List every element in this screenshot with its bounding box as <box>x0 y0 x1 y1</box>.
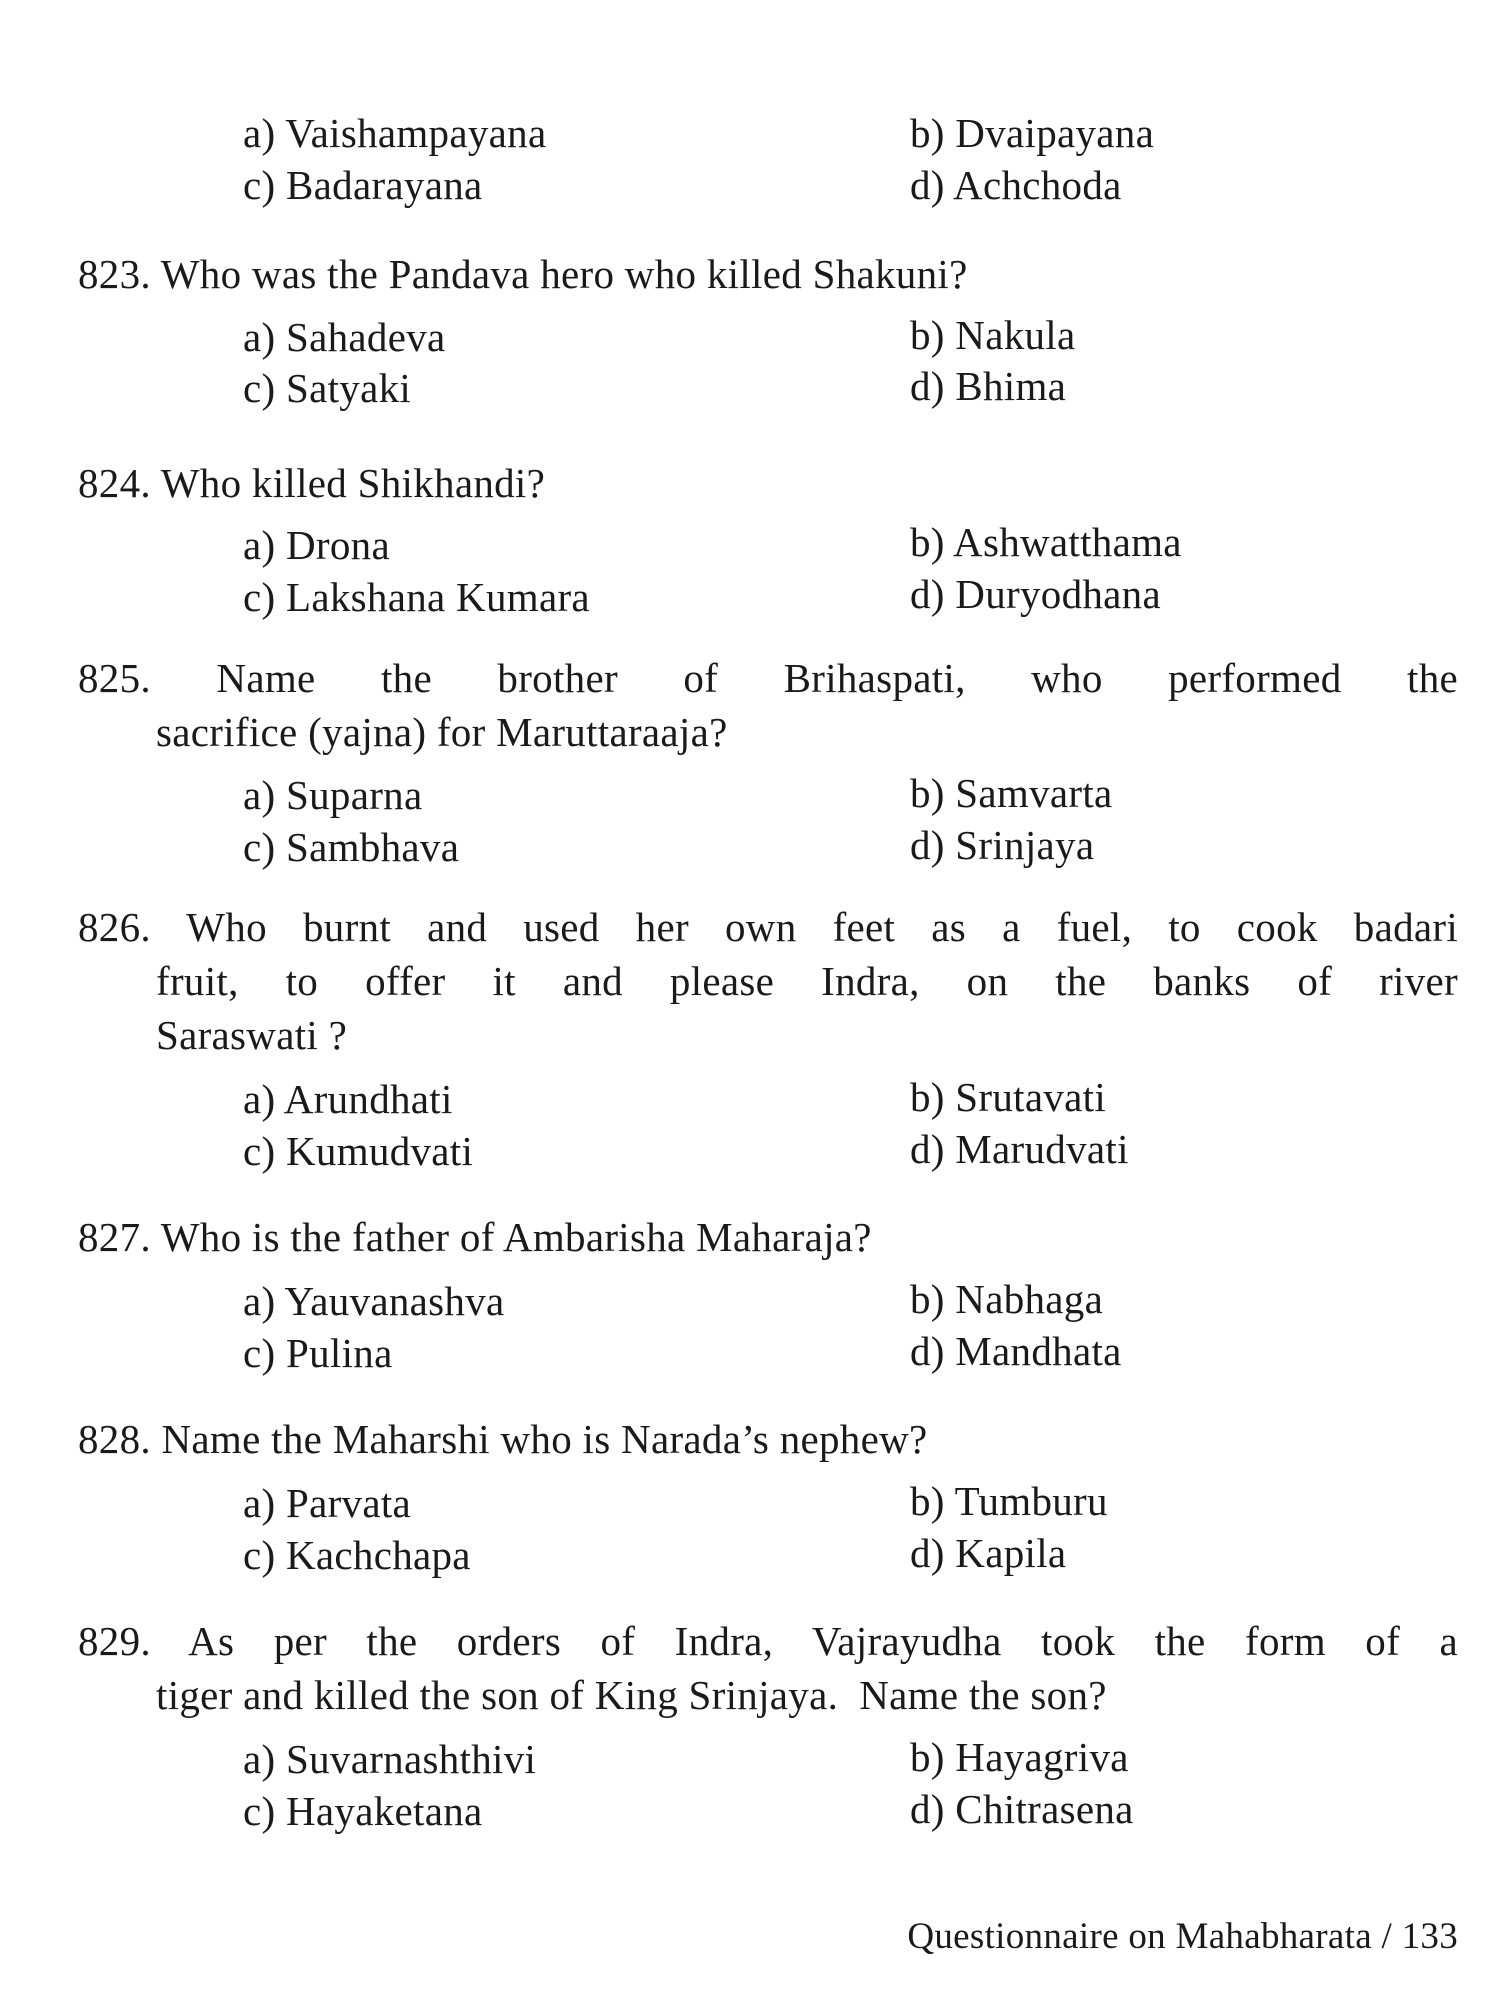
option-d: d) Mandhata <box>910 1328 1122 1374</box>
question-number: 825. <box>78 655 151 701</box>
option-c: c) Badarayana <box>243 162 483 208</box>
question-body: Name the Maharshi who is Narada’s nephew? <box>161 1416 928 1462</box>
option-a: a) Yauvanashva <box>243 1278 505 1324</box>
page-footer: Questionnaire on Mahabharata / 133 <box>907 1916 1458 1957</box>
option-c: c) Kumudvati <box>243 1128 474 1174</box>
option-d: d) Marudvati <box>910 1126 1129 1172</box>
question-text <box>78 1210 1458 1264</box>
question-line-1 <box>78 900 1458 954</box>
question-text <box>78 651 1458 759</box>
option-b: b) Dvaipayana <box>910 110 1155 156</box>
question-number: 829. <box>78 1618 151 1664</box>
question-body: Who killed Shikhandi? <box>160 460 546 506</box>
question-body-line-1: As per the orders of Indra, Vajrayudha took the form of a <box>188 1618 1458 1664</box>
option-a: a) Drona <box>243 522 390 568</box>
option-d: d) Kapila <box>910 1530 1067 1576</box>
option-c: c) Pulina <box>243 1330 393 1376</box>
question-line-1 <box>78 1614 1458 1668</box>
option-a: a) Vaishampayana <box>243 110 547 156</box>
question-text <box>78 247 1458 301</box>
option-a: a) Parvata <box>243 1480 412 1526</box>
option-d: d) Chitrasena <box>910 1786 1134 1832</box>
question-text <box>78 900 1458 1062</box>
option-b: b) Nabhaga <box>910 1276 1104 1322</box>
question-number: 824. <box>78 460 151 506</box>
option-b: b) Ashwatthama <box>910 519 1182 565</box>
option-d: d) Bhima <box>910 363 1067 409</box>
option-c: c) Satyaki <box>243 365 412 411</box>
question-body: Who is the father of Ambarisha Maharaja? <box>160 1214 872 1260</box>
option-b: b) Srutavati <box>910 1074 1107 1120</box>
option-c: c) Sambhava <box>243 824 460 870</box>
question-number: 826. <box>78 904 151 950</box>
option-a: a) Sahadeva <box>243 314 446 360</box>
question-body-line-2: fruit, to offer it and please Indra, on the banks of river <box>156 958 1458 1004</box>
option-a: a) Suvarnashthivi <box>243 1736 537 1782</box>
question-body: Who was the Pandava hero who killed Shakuni? <box>160 251 968 297</box>
question-body-line-1: Name the brother of Brihaspati, who performed the <box>216 655 1458 701</box>
question-line-1 <box>78 651 1458 705</box>
question-body-line-2: sacrifice (yajna) for Maruttaraaja? <box>156 709 728 755</box>
option-b: b) Tumburu <box>910 1478 1108 1524</box>
option-d: d) Achchoda <box>910 162 1122 208</box>
question-body-line-3: Saraswati ? <box>156 1012 348 1058</box>
option-b: b) Nakula <box>910 312 1076 358</box>
option-d: d) Srinjaya <box>910 822 1095 868</box>
option-b: b) Samvarta <box>910 770 1113 816</box>
question-number: 828. <box>78 1416 151 1462</box>
question-number: 823. <box>78 251 151 297</box>
option-a: a) Suparna <box>243 772 423 818</box>
question-body-line-2: tiger and killed the son of King Srinjaya. Name the son? <box>156 1672 1107 1718</box>
option-c: c) Hayaketana <box>243 1788 483 1834</box>
option-c: c) Kachchapa <box>243 1532 471 1578</box>
option-c: c) Lakshana Kumara <box>243 574 590 620</box>
question-text <box>78 1412 1458 1466</box>
option-b: b) Hayagriva <box>910 1734 1129 1780</box>
question-body-line-1: Who burnt and used her own feet as a fuel, to cook badari <box>186 904 1459 950</box>
option-a: a) Arundhati <box>243 1076 453 1122</box>
question-number: 827. <box>78 1214 151 1260</box>
question-text <box>78 456 1458 510</box>
option-d: d) Duryodhana <box>910 571 1161 617</box>
question-text <box>78 1614 1458 1722</box>
